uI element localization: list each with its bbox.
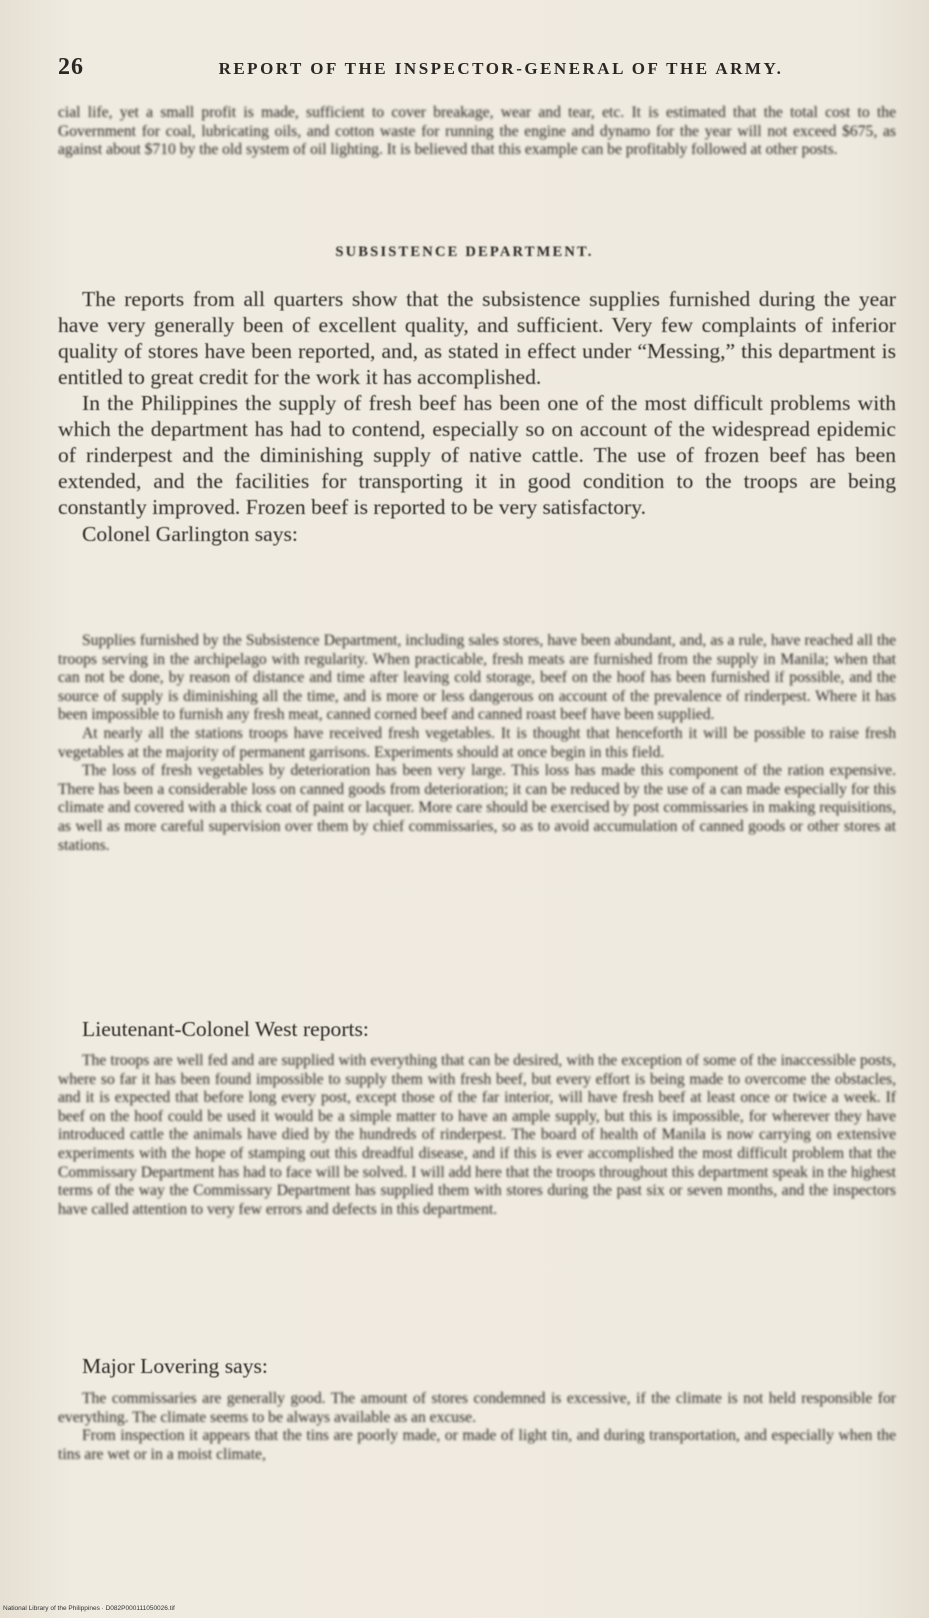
body-paragraph: The reports from all quarters show that the subsistence supplies furnished during the year have very generally been of excellent quality, and sufficient. Very few complaints of inferior quality of stores have been reported, and, as stated in effect under “Messing,” this department is entitled to great credit for the work it has accomplished. [58,287,896,389]
quote-block-garlington [58,632,896,855]
quote-paragraph: Supplies furnished by the Subsistence Department, including sales stores, have been abundant, and, as a rule, have reached all the troops serving in the archipelago with regularity. When practicable, fresh meats are furnished from the supply in Manila; when that can not be done, by reason of distance and time after leaving cold storage, beef on the hoof has been furnished if possible, and the source of supply is diminishing all the time, and is more or less dangerous on account of the prevalence of rinderpest. Where it has been impossible to furnish any fresh meat, canned corned beef and canned roast beef have been supplied. [58,632,896,724]
quote-paragraph: At nearly all the stations troops have received fresh vegetables. It is thought that henceforth it will be possible to raise fresh vegetables at the majority of permanent garrisons. Experiments should at once begin in this field. [58,724,896,761]
speaker-block-lovering [58,1352,896,1380]
quote-block-lovering [58,1390,896,1464]
speaker-block-west [58,1015,896,1043]
body-text-block [58,286,896,548]
section-title: SUBSISTENCE DEPARTMENT. [335,244,594,260]
quote-paragraph: The loss of fresh vegetables by deterioration has been very large. This loss has made this component of the ration expensive. There has been a considerable loss on canned goods from deterioration; it can be reduced by the use of a can made especially for this climate and covered with a thick coat of paint or lacquer. More care should be exercised by post commissaries in making requisitions, as well as more careful supervision over them by chief commissaries, so as to avoid accumulation of canned goods or other stores at stations. [58,762,896,854]
page-number: 26 [58,54,84,80]
quote-block-west [58,1052,896,1219]
body-paragraph: In the Philippines the supply of fresh beef has been one of the most difficult problems with which the department has had to contend, especially so on account of the widespread epidemic of rinderpest and the diminishing supply of native cattle. The use of frozen beef has been extended, and the facilities for transporting it in good condition to the troops are being constantly improved. Frozen beef is reported to be very satisfactory. [58,391,896,519]
intro-paragraph-block [58,104,896,160]
quote-paragraph: The troops are well fed and are supplied with everything that can be desired, with the exception of some of the inaccessible posts, where so far it has been found impossible to supply them with fresh beef, but every effort is being made to overcome the obstacles, and it is expected that before long every post, except those of the far interior, will have fresh beef at least once or twice a week. If beef on the hoof could be used it would be a simple matter to have an ample supply, but this is impossible, for wherever they have introduced cattle the animals have died by the hundreds of rinderpest. The board of health of Manila is now carrying on extensive experiments with the hope of stamping out this dreadful disease, and if this is ever accomplished the most difficult problem that the Commissary Department has had to face will be solved. I will add here that the troops throughout this department speak in the highest terms of the way the Commissary Department has supplied them with stores during the past six or seven months, and the inspectors have called attention to very few errors and defects in this department. [58,1052,896,1218]
page-header [58,54,898,81]
running-head: REPORT OF THE INSPECTOR-GENERAL OF THE ARMY. [218,59,784,78]
speaker-heading: Lieutenant-Colonel West reports: [82,1017,369,1041]
speaker-heading: Colonel Garlington says: [82,522,298,546]
quote-paragraph: The commissaries are generally good. The amount of stores condemned is excessive, if the climate is not held responsible for everything. The climate seems to be always available as an excuse. [58,1390,896,1426]
speaker-heading: Major Lovering says: [82,1354,268,1378]
quote-paragraph: From inspection it appears that the tins are poorly made, or made of light tin, and during transportation, and especially when the tins are wet or in a moist climate, [58,1427,896,1463]
intro-paragraph: cial life, yet a small profit is made, sufficient to cover breakage, wear and tear, etc. It is estimated that the total cost to the Government for coal, lubricating oils, and cotton waste for running the engine and dynamo for the year will not exceed $675, as against about $710 by the old system of oil lighting. It is believed that this example can be profitably followed at other posts. [58,104,896,159]
scan-footer: National Library of the Philippines · D082P000111050026.tif [3,1605,175,1612]
